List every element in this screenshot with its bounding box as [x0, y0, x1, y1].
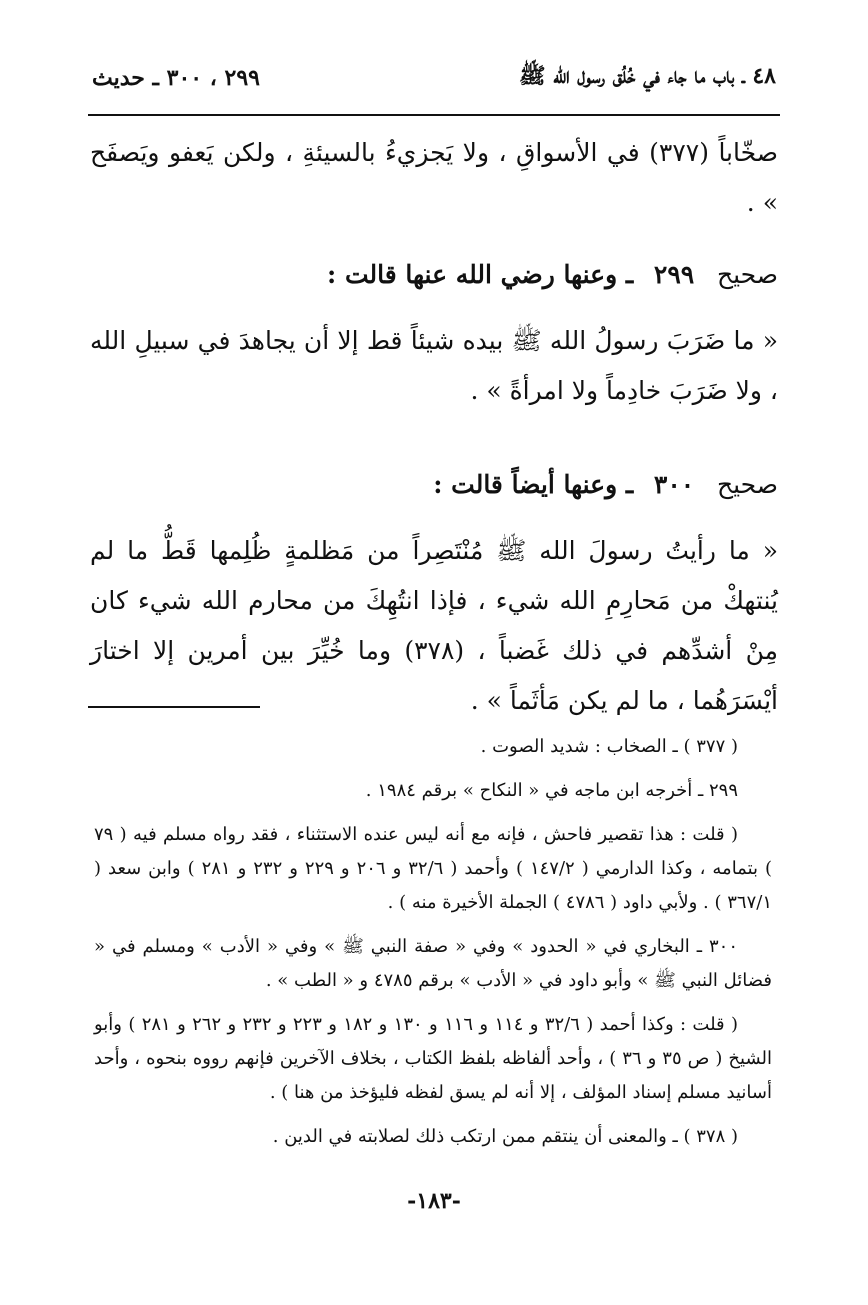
chapter-title: ٤٨ ـ باب ما جاء في خُلُق رسول الله ﷺ [518, 63, 776, 89]
main-text [90, 128, 778, 726]
footnote-300-source: ٣٠٠ ـ البخاري في « الحدود » وفي « صفة النبي ﷺ » وفي « الأدب » ومسلم في « فضائل النبي ﷺ » وأبو داود في « الأدب » برقم ٤٧٨٥ و « الطب » . [94, 936, 772, 991]
hadith-299-heading [90, 250, 778, 300]
hadith-300-intro: ـ وعنها أيضاً قالت : [433, 470, 634, 499]
hadith-300-number: ٣٠٠ [653, 470, 695, 499]
hadith-300-heading [90, 460, 778, 510]
running-header [92, 58, 776, 98]
footnote-divider [88, 706, 260, 708]
continuation-paragraph: صخّاباً (٣٧٧) في الأسواقِ ، ولا يَجزيءُ بالسيئةِ ، ولكن يَعفو ويَصفَح » . [90, 138, 778, 217]
footnote-299-note: ( قلت : هذا تقصير فاحش ، فإنه مع أنه ليس عنده الاستثناء ، فقد رواه مسلم فيه ( ٧٩ ) بتمامه ، وكذا الدارمي ( ١٤٧/٢ ) وأحمد ( ٣٢/٦ و ٢٠٦ و ٢٢٩ و ٢٣٢ و ٢٨١ ) وابن سعد ( ٣٦٧/١ ) . ولأبي داود ( ٤٧٨٦ ) الجملة الأخيرة منه ) . [94, 824, 773, 913]
footnote-299-source: ٢٩٩ ـ أخرجه ابن ماجه في « النكاح » برقم ١٩٨٤ . [365, 780, 738, 801]
hadith-range: ٢٩٩ ، ٣٠٠ ـ حديث [92, 65, 260, 91]
hadith-299-number: ٢٩٩ [653, 260, 695, 289]
header-divider [88, 114, 780, 116]
footnote-377: ( ٣٧٧ ) ـ الصخاب : شديد الصوت . [480, 736, 738, 757]
hadith-300-grade: صحيح [716, 470, 778, 499]
hadith-299-grade: صحيح [716, 260, 778, 289]
hadith-300-text: « ما رأيتُ رسولَ الله ﷺ مُنْتَصِراً من مَظلمةٍ ظُلِمها قَطُّ ما لم يُنتهكْ من مَحارِمِ الله شيء ، فإذا انتُهِكَ من محارم الله شيء كان مِنْ أشدِّهم في ذلك غَضباً ، (٣٧٨) وما خُيِّرَ بين أمرين إلا اختارَ أيْسَرَهُما ، ما لم يكن مَأثَماً » . [90, 536, 778, 715]
hadith-299-intro: ـ وعنها رضي الله عنها قالت : [327, 260, 634, 289]
footnote-300-note: ( قلت : وكذا أحمد ( ٣٢/٦ و ١١٤ و ١١٦ و ١٣٠ و ١٨٢ و ٢٢٣ و ٢٣٢ و ٢٦٢ و ٢٨١ ) وأبو الشيخ ( ص ٣٥ و ٣٦ ) ، وأحد ألفاظه بلفظ الكتاب ، بخلاف الآخرين فإنهم رووه بنحوه ، وأحد أسانيد مسلم إسناد المؤلف ، إلا أنه لم يسق لفظه فليؤخذ من هنا ) . [94, 1014, 773, 1103]
footnotes [94, 730, 772, 1164]
hadith-299-text: « ما ضَرَبَ رسولُ الله ﷺ بيده شيئاً قط إلا أن يجاهدَ في سبيلِ الله ، ولا ضَرَبَ خادِماً ولا امرأةً » . [90, 326, 778, 405]
page-number: -١٨٣- [407, 1188, 461, 1214]
footnote-378: ( ٣٧٨ ) ـ والمعنى أن ينتقم ممن ارتكب ذلك لصلابته في الدين . [272, 1126, 738, 1147]
